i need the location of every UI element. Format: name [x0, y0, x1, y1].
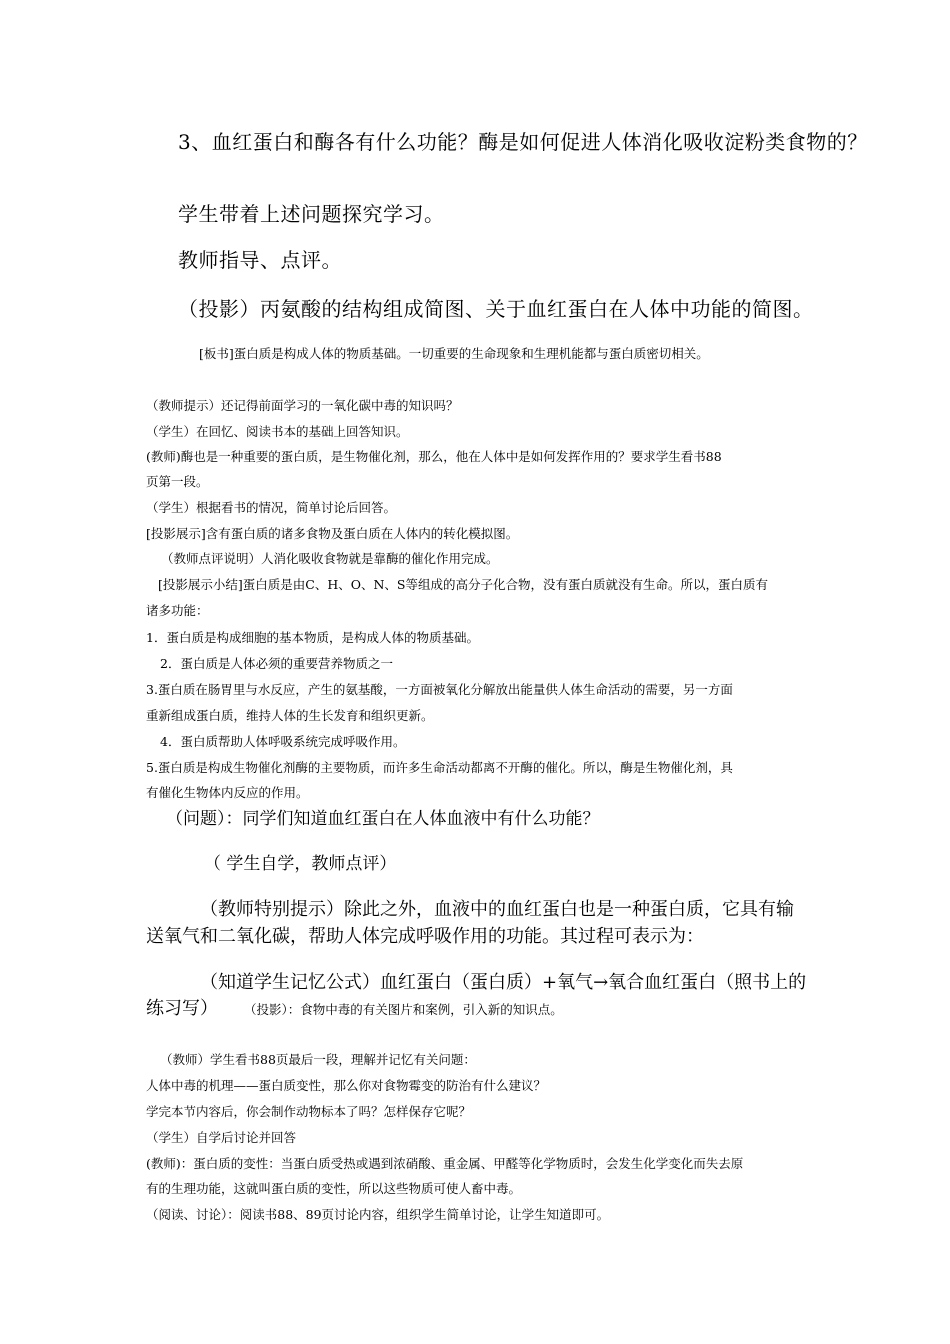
function-item: 2．蛋白质是人体必须的重要营养物质之一	[160, 656, 393, 671]
question-prompt: （问题）：同学们知道血红蛋白在人体血液中有什么功能？	[166, 809, 600, 829]
dialogue-line: （教师提示）还记得前面学习的一氧化碳中毒的知识吗？	[146, 398, 459, 413]
closing-line: （阅读、讨论）：阅读书88、89页讨论内容，组织学生简单讨论，让学生知道即可。	[146, 1207, 610, 1222]
closing-line: 人体中毒的机理——蛋白质变性，那么你对食物霉变的防治有什么建议？	[146, 1078, 547, 1093]
dialogue-line: [投影展示小结]蛋白质是由C、H、O、N、S等组成的高分子化合物，没有蛋白质就没有生命。所以，蛋白质有	[158, 577, 768, 592]
closing-line: （教师）学生看书88页最后一段，理解并记忆有关问题：	[160, 1052, 476, 1067]
closing-line: （学生）自学后讨论并回答	[146, 1130, 297, 1145]
dialogue-line: 诸多功能：	[146, 603, 209, 618]
dialogue-line: （教师点评说明）人消化吸收食物就是靠酶的催化作用完成。	[161, 551, 499, 566]
board-note: [板书]蛋白质是构成人体的物质基础。一切重要的生命现象和生理机能都与蛋白质密切相关。	[199, 346, 709, 361]
dialogue-line: 页第一段。	[146, 474, 209, 489]
special-hint-line: （教师特别提示）除此之外，血液中的血红蛋白也是一种蛋白质，它具有输	[200, 899, 794, 920]
function-item: 1．蛋白质是构成细胞的基本物质，是构成人体的物质基础。	[146, 630, 479, 645]
special-hint-line: 送氧气和二氧化碳，帮助人体完成呼吸作用的功能。其过程可表示为：	[146, 926, 704, 947]
teacher-guide-line: 教师指导、点评。	[178, 248, 342, 272]
self-study-line: （ 学生自学，教师点评）	[204, 854, 397, 874]
projection-line-1: （投影）丙氨酸的结构组成简图、关于血红蛋白在人体中功能的简图。	[178, 297, 814, 321]
closing-line: 学完本节内容后，你会制作动物标本了吗？怎样保存它呢？	[146, 1104, 472, 1119]
student-explore-line: 学生带着上述问题探究学习。	[178, 202, 445, 226]
projection-line-2: （投影）：食物中毒的有关图片和案例，引入新的知识点。	[244, 1002, 563, 1017]
function-item: 有催化生物体内反应的作用。	[146, 785, 309, 800]
function-item: 5.蛋白质是构成生物催化剂酶的主要物质，而许多生命活动都离不开酶的催化。所以，酶是生物催化剂，具	[146, 760, 733, 775]
function-item: 重新组成蛋白质，维持人体的生长发育和组织更新。	[146, 708, 434, 723]
formula-line: 练习写）	[146, 998, 218, 1019]
formula-line: （知道学生记忆公式）血红蛋白（蛋白质）+氧气→氧合血红蛋白（照书上的	[200, 972, 807, 993]
function-item: 4．蛋白质帮助人体呼吸系统完成呼吸作用。	[160, 734, 406, 749]
closing-line: 有的生理功能，这就叫蛋白质的变性，所以这些物质可使人畜中毒。	[146, 1181, 522, 1196]
closing-line: (教师)：蛋白质的变性：当蛋白质受热或遇到浓硝酸、重金属、甲醛等化学物质时，会发生化学变化而失去原	[146, 1156, 744, 1171]
dialogue-line: [投影展示]含有蛋白质的诸多食物及蛋白质在人体内的转化模拟图。	[146, 526, 519, 541]
dialogue-line: （学生）根据看书的情况，简单讨论后回答。	[146, 500, 397, 515]
dialogue-line: (教师)酶也是一种重要的蛋白质，是生物催化剂，那么，他在人体中是如何发挥作用的？要求学生看书88	[146, 449, 722, 464]
dialogue-line: （学生）在回忆、阅读书本的基础上回答知识。	[146, 424, 409, 439]
question-3: 3、血红蛋白和酶各有什么功能？酶是如何促进人体消化吸收淀粉类食物的？	[178, 130, 868, 154]
function-item: 3.蛋白质在肠胃里与水反应，产生的氨基酸，一方面被氧化分解放出能量供人体生命活动的需要，另一方面	[146, 682, 733, 697]
